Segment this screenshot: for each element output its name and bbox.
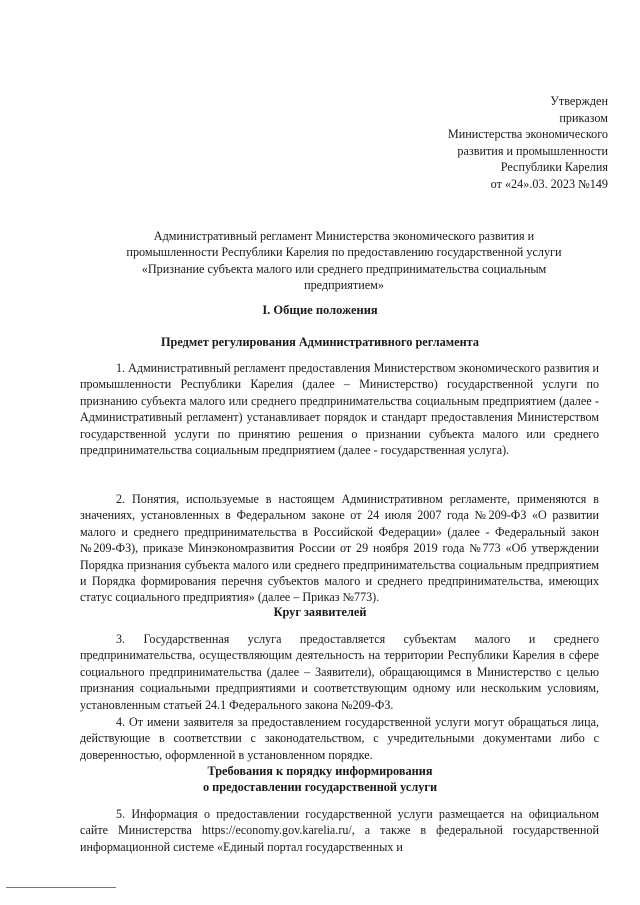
- page-footer-rule: [6, 887, 116, 888]
- approval-line: развития и промышленности: [457, 143, 608, 158]
- paragraph-3: 3. Государственная услуга предоставляется субъектам малого и среднего предпринимательства, осуществляющим деятельность на территории Республики Карелия в сфере социального предпринимательства (далее – Заявители), обращающимся в Министерство с целью признания социальными предприятиями и соответствующим одному или нескольким условиям, установленным статьей 24.1 Федерального закона №209-ФЗ.: [80, 632, 599, 712]
- subsection-heading: Требования к порядку информирования: [207, 764, 433, 778]
- approval-line: Министерства экономического: [447, 127, 608, 142]
- approval-line: от «24».03. 2023 №149: [490, 176, 608, 191]
- approval-line: Утвержден: [550, 94, 608, 108]
- approval-stamp: [448, 93, 608, 193]
- approval-line: приказом: [559, 110, 608, 125]
- section-heading: I. Общие положения: [262, 303, 378, 317]
- subsection-heading: Предмет регулирования Административного регламента: [160, 335, 480, 349]
- paragraph-5: 5. Информация о предоставлении государственной услуги размещается на официальном сайте Министерства https://economy.gov.karelia.ru/, а также в федеральной государственной информационной системе «Единый портал государственных и: [80, 807, 599, 854]
- subsection-heading: о предоставлении государственной услуги: [202, 780, 438, 794]
- paragraph-2: 2. Понятия, используемые в настоящем Административном регламенте, применяются в значениях, установленных в Федеральном законе от 24 июля 2007 года №209-ФЗ «О развитии малого и среднего предпринимательства в Российской Федерации» (далее - Федеральный закон №209-ФЗ), приказе Минэкономразвития России от 29 ноября 2019 года №773 «Об утверждении Порядка признания субъекта малого или среднего предпринимательства социальным предприятием и Порядка формирования перечня субъектов малого и среднего предпринимательства, имеющих статус социального предприятия» (далее – Приказ №773).: [80, 492, 599, 605]
- paragraph-1: 1. Административный регламент предоставления Министерством экономического развития и промышленности Республики Карелия (далее – Министерство) государственной услуги по признанию субъекта малого или среднего предпринимательства социальным предприятием (далее - Административный регламент) устанавливает порядок и стандарт предоставления Министерством государственной услуги по принятию решения о признании субъекта малого или среднего предпринимательства социальным предприятием (далее - государственная услуга).: [80, 361, 599, 458]
- subsection-heading: Круг заявителей: [273, 605, 367, 619]
- paragraph-4: 4. От имени заявителя за предоставлением государственной услуги могут обращаться лица, действующие в соответствии с законодательством, с учредительными документами либо с доверенностью, оформленной в установленном порядке.: [80, 715, 599, 762]
- approval-line: Республики Карелия: [500, 160, 608, 175]
- document-title: Административный регламент Министерства экономического развития и промышленности Республики Карелия по предоставлению государственной услуги «Признание субъекта малого или среднего предпринимательства социальным предприятием»: [126, 229, 562, 293]
